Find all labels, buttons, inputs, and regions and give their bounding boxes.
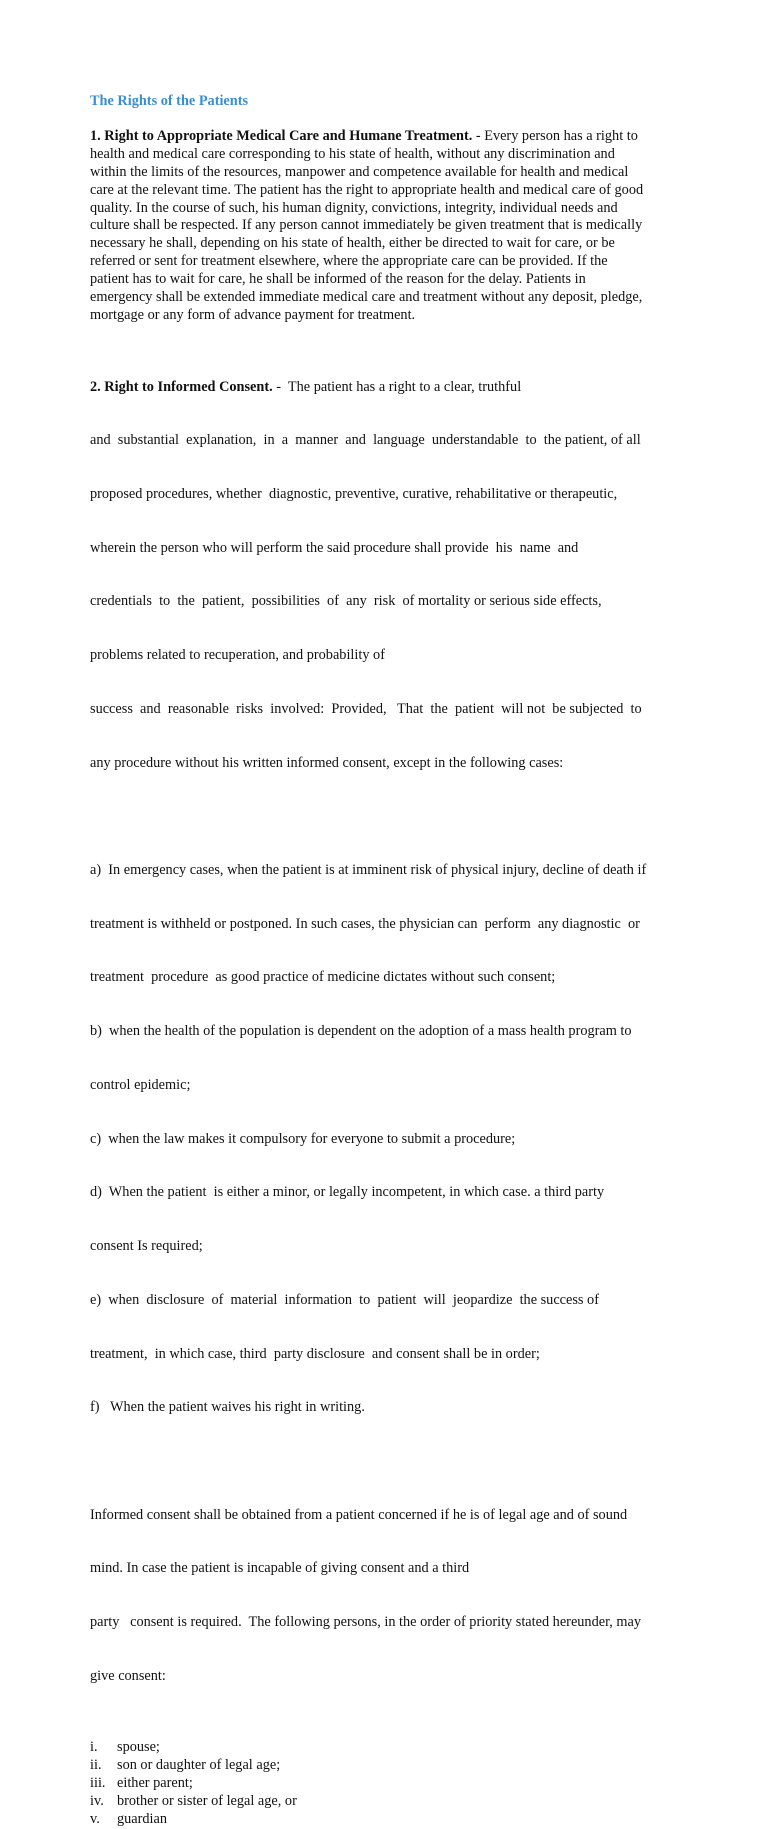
paragraph-line: care at the relevant time. The patient has the right to appropriate health and medical care of good	[90, 181, 644, 198]
list-item: e) when disclosure of material information to patient will jeopardize the success of	[90, 1291, 599, 1308]
list-item: treatment is withheld or postponed. In such cases, the physician can perform any diagnostic or	[90, 915, 640, 932]
paragraph-line: within the limits of the resources, manpower and competence available for health and medical	[90, 163, 629, 180]
list-item: control epidemic;	[90, 1076, 191, 1093]
list-item: d) When the patient is either a minor, or legally incompetent, in which case. a third party	[90, 1184, 605, 1201]
paragraph-line: give consent:	[90, 1667, 166, 1684]
list-item	[90, 1757, 680, 1775]
section-informed-consent	[90, 343, 680, 809]
paragraph-line: quality. In the course of such, his human dignity, convictions, integrity, individual needs and	[90, 199, 618, 216]
section-medical-care	[90, 128, 680, 325]
list-item: treatment procedure as good practice of medicine dictates without such consent;	[90, 969, 556, 986]
paragraph-line: problems related to recuperation, and probability of	[90, 647, 385, 664]
paragraph-line: wherein the person who will perform the said procedure shall provide his name and	[90, 539, 579, 556]
list-numeral: ii.	[90, 1757, 102, 1774]
paragraph-line: - The patient has a right to a clear, truthful	[272, 378, 522, 395]
list-item	[90, 1739, 680, 1757]
paragraph-line: culture shall be respected. If any person cannot immediately be given treatment that is medically	[90, 217, 643, 234]
list-numeral: v.	[90, 1811, 100, 1828]
consent-exceptions-list	[90, 826, 680, 1453]
section-medical-care-heading: 1. Right to Appropriate Medical Care and Humane Treatment.	[90, 127, 473, 144]
paragraph-line: and substantial explanation, in a manner and language understandable to the patient, of all	[90, 432, 641, 449]
paragraph-line: any procedure without his written informed consent, except in the following cases:	[90, 754, 564, 771]
paragraph-line: mind. In case the patient is incapable of giving consent and a third	[90, 1560, 470, 1577]
list-numeral: iv.	[90, 1793, 104, 1810]
list-item-text: brother or sister of legal age, or	[117, 1793, 297, 1810]
paragraph-line: necessary he shall, depending on his state of health, either be directed to wait for care, or be	[90, 235, 615, 252]
list-item	[90, 1775, 680, 1793]
paragraph-line: party consent is required. The following persons, in the order of priority stated hereunder, may	[90, 1614, 642, 1631]
paragraph-line: success and reasonable risks involved: Provided, That the patient will not be subjected to	[90, 700, 642, 717]
list-item: consent Is required;	[90, 1238, 203, 1255]
list-item-text: son or daughter of legal age;	[117, 1757, 281, 1774]
list-item: b) when the health of the population is dependent on the adoption of a mass health program to	[90, 1023, 632, 1040]
list-item: a) In emergency cases, when the patient is at imminent risk of physical injury, decline of death if	[90, 862, 647, 879]
paragraph-line: emergency shall be extended immediate medical care and treatment without any deposit, pledge,	[90, 289, 643, 306]
paragraph-line: patient has to wait for care, he shall be informed of the reason for the delay. Patients in	[90, 271, 586, 288]
list-item-text: spouse;	[117, 1739, 160, 1756]
section-informed-consent-heading: 2. Right to Informed Consent.	[90, 378, 273, 395]
document-page	[90, 93, 680, 1829]
consent-paragraph	[90, 1471, 680, 1722]
list-item	[90, 1811, 680, 1829]
list-item: c) when the law makes it compulsory for everyone to submit a procedure;	[90, 1130, 516, 1147]
list-item: f) When the patient waives his right in writing.	[90, 1399, 365, 1416]
list-numeral: iii.	[90, 1775, 106, 1792]
paragraph-line: - Every person has a right to	[472, 127, 638, 144]
paragraph-line: mortgage or any form of advance payment for treatment.	[90, 306, 416, 323]
list-item	[90, 1793, 680, 1811]
list-item: treatment, in which case, third party disclosure and consent shall be in order;	[90, 1345, 540, 1362]
list-item-text: guardian	[117, 1811, 168, 1828]
paragraph-line: referred or sent for treatment elsewhere, where the appropriate care can be provided. If the	[90, 253, 608, 270]
paragraph-line: Informed consent shall be obtained from a patient concerned if he is of legal age and of sound	[90, 1506, 628, 1523]
paragraph-line: proposed procedures, whether diagnostic, preventive, curative, rehabilitative or therapeutic,	[90, 486, 618, 503]
list-numeral: i.	[90, 1739, 98, 1756]
paragraph-line: health and medical care corresponding to his state of health, without any discrimination and	[90, 145, 615, 162]
consent-persons-list	[90, 1739, 680, 1829]
paragraph-line: credentials to the patient, possibilities of any risk of mortality or serious side effects,	[90, 593, 602, 610]
document-title: The Rights of the Patients	[90, 93, 249, 109]
list-item-text: either parent;	[117, 1775, 193, 1792]
